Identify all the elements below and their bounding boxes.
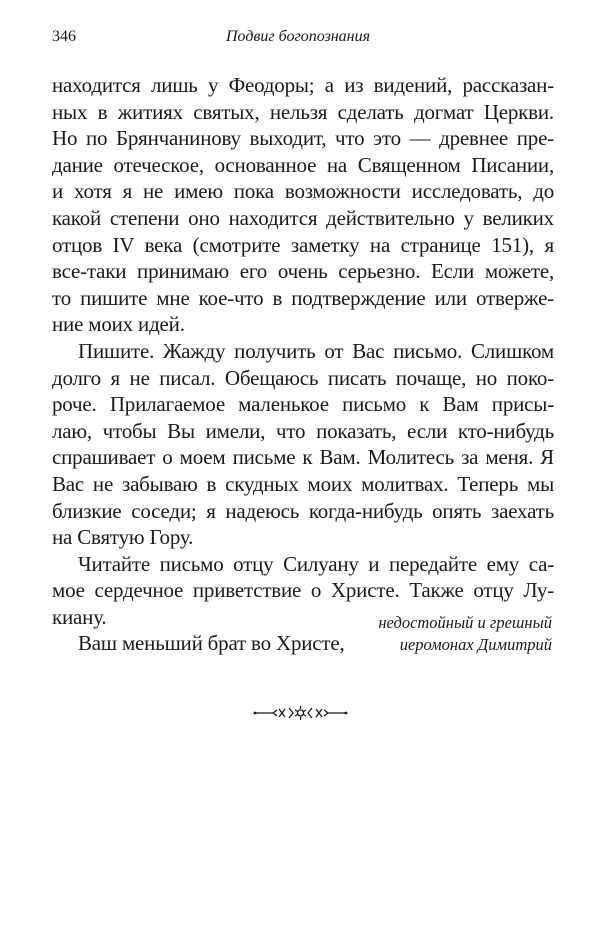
text-line: лаю, чтобы Вы имели, что показать, если кто-нибудь [52, 418, 554, 443]
text-line: дание отеческое, основанное на Священном Писании, [52, 152, 554, 177]
body-text [52, 72, 554, 657]
floral-divider-icon [253, 703, 348, 723]
text-line: роче. Прилагаемое маленькое письмо к Вам присы- [52, 392, 554, 417]
text-line: ных в житиях святых, нельзя сделать догмат Церкви. [52, 99, 554, 124]
text-line: Ваш меньший брат во Христе, [78, 631, 345, 656]
text-line: на Святую Гору. [52, 525, 194, 550]
text-line: и хотя я не имею пока возможности исследовать, до [52, 179, 554, 204]
text-line: какой степени оно находится действительно у великих [52, 205, 554, 230]
text-line: близкие соседи; я надеюсь когда-нибудь опять заехать [52, 498, 554, 523]
running-title: Подвиг богопознания [226, 28, 371, 45]
text-line: киану. [52, 604, 107, 629]
text-line: долго я не писал. Обещаюсь писать почаще, но поко- [52, 365, 554, 390]
text-line: все-таки принимаю его очень серьезно. Если можете, [52, 259, 554, 284]
signature-line: недостойный и грешный [378, 613, 552, 632]
text-line: Но по Брянчанинову выходит, что это — древнее пре- [52, 126, 554, 151]
text-line: находится лишь у Феодоры; а из видений, рассказан- [52, 73, 554, 97]
text-line: Пишите. Жажду получить от Вас письмо. Слишком [78, 338, 554, 363]
text-line: мое сердечное приветствие о Христе. Также отцу Лу- [52, 578, 554, 603]
text-line: отцов IV века (смотрите заметку на странице 151), я [52, 232, 554, 257]
text-line: то пишите мне кое-что в подтверждение или отверже- [52, 285, 554, 310]
page-number: 346 [52, 28, 76, 45]
text-line: ние моих идей. [52, 312, 185, 337]
text-line: Вас не забываю в скудных моих молитвах. Теперь мы [52, 471, 554, 496]
text-line: Читайте письмо отцу Силуану и передайте ему са- [78, 551, 554, 576]
signature-line: иеромонах Димитрий [399, 635, 552, 654]
page-header [52, 28, 554, 52]
signature [378, 612, 552, 656]
text-line: спрашивает о моем письме к Вам. Молитесь за меня. Я [52, 445, 554, 470]
